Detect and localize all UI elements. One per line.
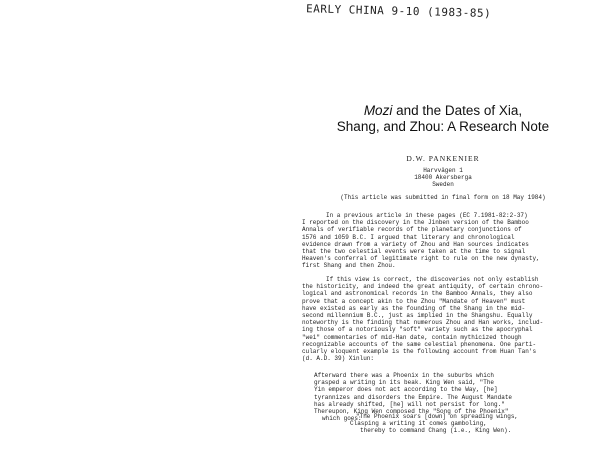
text-line: recognizable accounts of the same celestial phenomena. One parti- [302,340,537,348]
title-line-1-rest: and the Dates of Xia, [392,103,523,118]
text-line: Heaven's conferral of legitimate right to rule on the new dynasty, [302,255,540,263]
title-line-2: Shang, and Zhou: A Research Note [336,119,550,134]
verse-line: Clasping a writing it comes gamboling, [350,420,487,428]
text-line: 1576 and 1059 B.C. I argued that literary and chronological [302,233,515,241]
quote-line: tyrannizes and disorders the Empire. The August Mandate [314,393,513,401]
submission-note: (This article was submitted in final form on 18 May 1984) [340,194,546,201]
text-line: logical and astronomical records in the Bamboo Annals, they also [302,290,533,298]
text-line: have existed as early as the founding of the Shang in the mid- [302,304,526,312]
title-italic-word: Mozi [363,103,393,118]
handwritten-source-note: EARLY CHINA 9-10 (1983-85) [305,2,492,21]
quote-line: Yin emperor does not act according to the Way, [he] [314,386,498,394]
quote-line: has already shifted, [he] will not persist for long." [314,400,505,408]
text-line: Annals of verifiable records of the planetary conjunctions of [302,226,522,234]
text-line: first Shang and then Zhou. [302,262,396,270]
text-line: I reported on the discovery in the Jinben version of the Bamboo [302,219,529,227]
author-name: D.W. PANKENIER [406,154,480,163]
text-line: second millennium B.C., just as implied in the Shangshu. Equally [302,312,533,320]
text-line: (d. A.D. 39) Xinlun: [302,355,375,363]
text-line: that the two celestial events were taken at the time to signal [302,248,526,256]
text-line: "wei" commentaries of mid-Han date, contain mythicized though [302,333,522,341]
verse-quote [340,413,590,435]
text-line: prove that a concept akin to the Zhou "Mandate of Heaven" must [302,297,526,305]
address-line: 18400 Akersberga [414,174,472,182]
quote-line: which goes: [322,415,362,423]
text-line: If this view is correct, the discoveries not only establish [326,276,539,283]
title-line-1 [308,103,578,119]
address-line: Sweden [432,181,454,189]
text-line: the historicity, and indeed the great antiquity, of certain chrono- [302,283,544,291]
quote-line: Thereupon, King Wen composed the "Song of the Phoenix" [314,408,509,416]
text-line: cularly eloquent example is the following account from Huan Tan's [302,348,537,356]
quote-line: Afterward there was a Phoenix in the suburbs which [314,372,495,379]
quote-line: grasped a writing in its beak. King Wen said, "The [314,379,495,387]
text-line: ing those of a notoriously "soft" variety such as the apocryphal [302,326,533,334]
author-address [308,167,578,189]
article-title [308,103,578,135]
verse-line: thereby to command Chang (i.e., King Wen). [360,427,512,435]
paragraph-1 [302,212,584,270]
text-line: noteworthy is the finding that numerous Zhou and Han works, includ- [302,319,544,327]
text-line: evidence drawn from a variety of Zhou and Han sources indicates [302,240,529,248]
text-line: In a previous article in these pages (EC 7.1981-82:2-37) [326,212,528,219]
address-line: Harvvägen 1 [423,167,463,174]
verse-line: "The Phoenix soars [down] on spreading wings, [356,413,519,420]
paragraph-2 [302,276,584,362]
